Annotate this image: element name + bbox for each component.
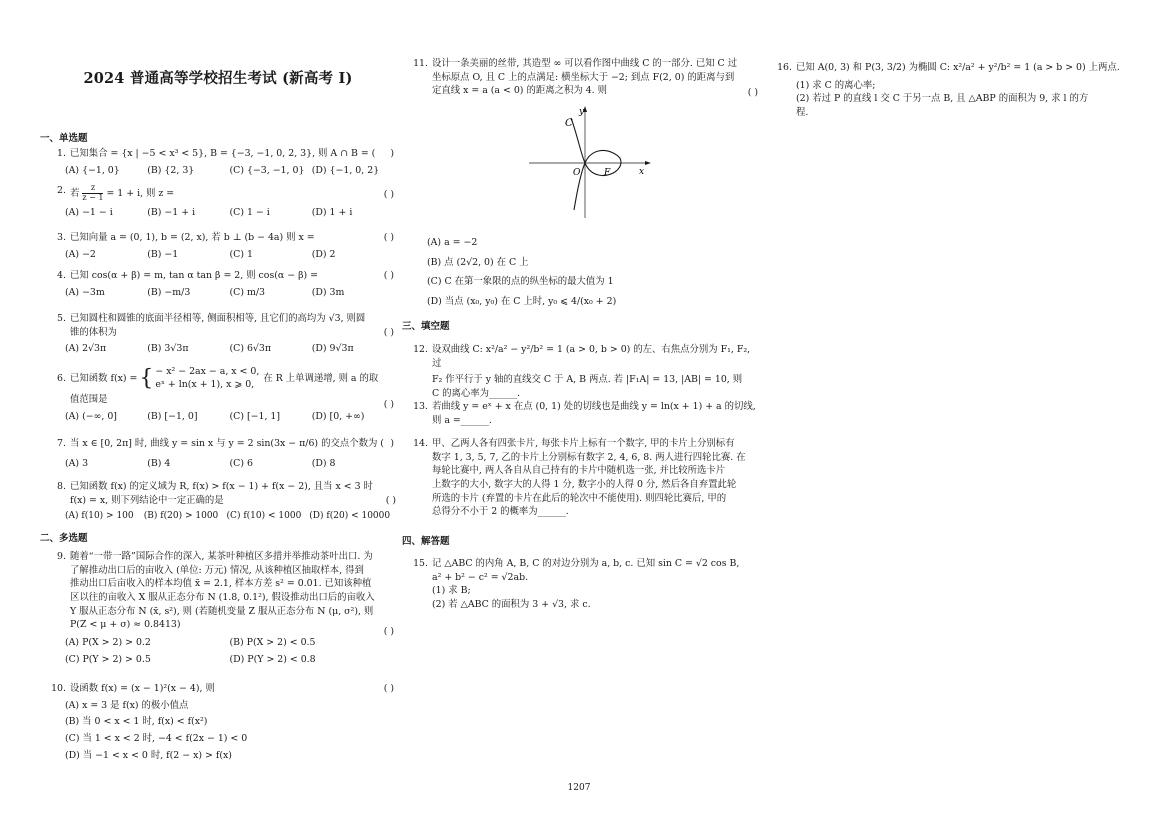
question-text-pre: 若 — [70, 187, 80, 199]
answer-paren: ( ) — [383, 626, 394, 637]
question-number: 15. — [413, 558, 428, 569]
option-c: (C) {−3, −1, 0} — [229, 164, 305, 176]
question-part-1: (1) 求 C 的离心率; — [796, 79, 876, 91]
question-number: 9. — [57, 551, 66, 562]
question-text: 已知 cos(α + β) = m, tan α tan β = 2, 则 cos(α − β) = — [70, 270, 318, 281]
option-b: (B) 3√3π — [147, 343, 189, 355]
question-text: 设函数 f(x) = (x − 1)²(x − 4), 则 — [70, 683, 215, 694]
option-b: (B) −1 — [147, 248, 179, 260]
option-b: (B) −m/3 — [147, 286, 191, 298]
question-7 — [40, 437, 394, 470]
answer-paren: ) — [390, 148, 394, 159]
question-text-cont: C 的离心率为______. — [432, 387, 521, 399]
option-a: (A) P(X > 2) > 0.2 — [65, 636, 151, 648]
question-text-cont: 值范围是 — [70, 394, 108, 406]
option-a: (A) −2 — [65, 248, 96, 260]
option-a: (A) 2√3π — [65, 343, 107, 355]
question-number: 12. — [413, 344, 428, 355]
option-d: (D) 当 −1 < x < 0 时, f(2 − x) > f(x) — [65, 749, 232, 761]
question-number: 13. — [413, 401, 428, 412]
question-text-cont: P(Z < μ + σ) ≈ 0.8413) — [70, 619, 181, 631]
question-text: 设计一条美丽的丝带, 其造型 ∞ 可以看作图中曲线 C 的一部分. 已知 C 过 — [432, 58, 738, 69]
question-text: 已知集合 = {x | −5 < x³ < 5}, B = {−3, −1, 0, 2, 3}, 则 A ∩ B = ( — [70, 148, 376, 159]
question-text-cont: 则 a =______. — [432, 414, 492, 426]
question-3 — [40, 231, 394, 261]
question-text: 随着“一带一路”国际合作的深入, 某茶叶种植区多措并举推动茶叶出口. 为 — [70, 551, 373, 562]
question-text-cont: a² + b² − c² = √2ab. — [432, 571, 529, 583]
question-15 — [402, 557, 758, 612]
option-a: (A) −3m — [65, 286, 105, 298]
option-d: (D) 8 — [311, 457, 336, 469]
question-13 — [402, 400, 758, 427]
section-fill-blank: 三、填空题 — [402, 321, 450, 332]
question-number: 7. — [57, 438, 66, 449]
brace-icon: { — [139, 365, 154, 391]
question-number: 4. — [57, 270, 66, 281]
option-b: (B) f(20) > 1000 — [143, 511, 219, 522]
option-c: (C) 1 — [229, 248, 253, 260]
option-a: (A) f(10) > 100 — [65, 511, 134, 522]
option-a: (A) x = 3 是 f(x) 的极小值点 — [65, 699, 189, 711]
option-a: (A) −1 − i — [65, 206, 113, 218]
question-14 — [402, 437, 758, 519]
question-text: 当 x ∈ [0, 2π] 时, 曲线 y = sin x 与 y = 2 sin(3x − π/6) 的交点个数为 ( — [70, 438, 384, 449]
option-d: (D) {−1, 0, 2} — [311, 164, 380, 176]
question-number: 5. — [57, 313, 66, 324]
option-a: (A) a = −2 — [427, 237, 478, 248]
option-c: (C) 1 − i — [229, 206, 270, 218]
question-text-cont: 数字 1, 3, 5, 7, 乙的卡片上分别标有数字 2, 4, 6, 8. 两人进行四轮比赛. 在 — [432, 451, 746, 463]
question-2 — [40, 184, 394, 219]
option-c: (C) 当 1 < x < 2 时, −4 < f(2x − 1) < 0 — [65, 732, 248, 744]
option-b: (B) P(X > 2) < 0.5 — [229, 636, 316, 648]
answer-paren: ) — [390, 438, 394, 449]
option-a: (A) {−1, 0} — [65, 164, 120, 176]
option-d: (D) 3m — [311, 286, 345, 298]
question-8 — [40, 480, 396, 523]
option-b: (B) −1 + i — [147, 206, 196, 218]
answer-paren: ( ) — [747, 87, 758, 98]
question-text-cont: 锥的体积为 — [70, 326, 117, 338]
question-1 — [40, 147, 394, 177]
question-number: 1. — [57, 148, 66, 159]
question-number: 14. — [413, 438, 428, 449]
curve-graph — [525, 104, 655, 222]
answer-paren: ( ) — [383, 270, 394, 281]
question-text-cont: 定直线 x = a (a < 0) 的距离之积为 4. 则 — [432, 85, 607, 97]
question-text-cont: F₂ 作平行于 y 轴的直线交 C 于 A, B 两点. 若 |F₁A| = 13, |AB| = 10, 则 — [432, 374, 743, 386]
question-5 — [40, 312, 394, 356]
option-d: (D) 9√3π — [311, 343, 354, 355]
option-c: (C) 6√3π — [229, 343, 272, 355]
question-text-cont: 程. — [796, 106, 809, 118]
option-c: (C) [−1, 1] — [229, 411, 281, 422]
question-4 — [40, 269, 394, 299]
y-axis-label: y — [579, 107, 585, 117]
option-c: (C) f(10) < 1000 — [226, 511, 302, 522]
answer-paren: ( ) — [385, 495, 396, 506]
question-number: 11. — [413, 58, 428, 69]
origin-label: O — [573, 168, 581, 178]
focus-label: F — [604, 168, 611, 178]
question-text-cont: 每轮比赛中, 两人各自从自己持有的卡片中随机选一张, 并比较所选卡片 — [432, 465, 726, 477]
question-number: 6. — [57, 372, 66, 384]
option-d: (D) [0, +∞) — [311, 411, 365, 422]
question-number: 8. — [57, 481, 66, 492]
option-c: (C) C 在第一象限的点的纵坐标的最大值为 1 — [427, 276, 614, 288]
question-text-cont: 了解推动出口后的亩收入 (单位: 万元) 情况, 从该种植区抽取样本, 得到 — [70, 564, 364, 576]
curve-c — [571, 118, 621, 210]
section-single-choice: 一、单选题 — [40, 133, 88, 144]
question-text-post: 在 R 上单调递增, 则 a 的取 — [263, 372, 379, 384]
question-text-cont: 所选的卡片 (弃置的卡片在此后的轮次中不能使用). 则四轮比赛后, 甲的 — [432, 492, 727, 504]
question-11 — [402, 57, 758, 98]
option-c: (C) P(Y > 2) > 0.5 — [65, 654, 151, 666]
answer-paren: ( ) — [383, 189, 394, 200]
question-part-2: (2) 若过 P 的直线 l 交 C 于另一点 B, 且 △ABP 的面积为 9, 求 l 的方 — [796, 93, 1089, 105]
question-number: 2. — [57, 185, 66, 196]
option-b: (B) 4 — [147, 457, 171, 469]
answer-paren: ( ) — [383, 232, 394, 243]
question-text-cont: f(x) = x, 则下列结论中一定正确的是 — [70, 494, 224, 506]
question-text: 已知函数 f(x) 的定义域为 R, f(x) > f(x − 1) + f(x − 2), 且当 x < 3 时 — [70, 481, 373, 492]
question-number: 16. — [777, 62, 792, 73]
question-part-1: (1) 求 B; — [432, 585, 471, 597]
option-b: (B) 点 (2√2, 0) 在 C 上 — [427, 256, 529, 268]
question-text: 若曲线 y = eˣ + x 在点 (0, 1) 处的切线也是曲线 y = ln(x + 1) + a 的切线, — [432, 401, 756, 412]
question-text: 甲、乙两人各有四张卡片, 每张卡片上标有一个数字, 甲的卡片上分别标有 — [432, 438, 735, 449]
question-12 — [402, 343, 758, 401]
question-11-options — [402, 233, 758, 309]
question-text-cont: Y 服从正态分布 N (x̄, s²), 则 (若随机变量 Z 服从正态分布 N (μ, σ²), 则 — [70, 605, 374, 617]
x-axis-label: x — [639, 167, 645, 177]
option-c: (C) 6 — [229, 457, 253, 469]
option-b: (B) {2, 3} — [147, 164, 195, 176]
question-text-cont: 区以往的亩收入 X 服从正态分布 N (1.8, 0.1²), 假设推动出口后的亩收入 — [70, 591, 375, 603]
answer-paren: ( ) — [383, 399, 394, 410]
option-d: (D) 当点 (x₀, y₀) 在 C 上时, y₀ ⩽ 4/(x₀ + 2) — [427, 295, 617, 307]
section-multiple-choice: 二、多选题 — [40, 533, 88, 544]
fraction: $\frac{z}{z - 1}$ — [82, 183, 104, 202]
question-text: 已知向量 a = (0, 1), b = (2, x), 若 b ⊥ (b − 4a) 则 x = — [70, 232, 315, 243]
question-text-cont: 总得分不小于 2 的概率为______. — [432, 506, 569, 518]
question-number: 10. — [51, 683, 66, 694]
question-text-cont: 推动出口后亩收入的样本均值 x̄ = 2.1, 样本方差 s² = 0.01. 已知该种植 — [70, 578, 372, 590]
answer-paren: ( ) — [383, 683, 394, 694]
option-d: (D) 2 — [311, 248, 336, 260]
question-text-cont: 上数字的大小, 数字大的人得 1 分, 数字小的人得 0 分, 然后各自弃置此轮 — [432, 478, 737, 490]
question-part-2: (2) 若 △ABC 的面积为 3 + √3, 求 c. — [432, 598, 591, 610]
question-9 — [40, 550, 394, 667]
option-d: (D) f(20) < 10000 — [309, 511, 391, 522]
option-b: (B) 当 0 < x < 1 时, f(x) < f(x²) — [65, 716, 208, 728]
question-16 — [766, 61, 1122, 120]
exam-title: 2024 普通高等学校招生考试 (新高考 I) — [83, 70, 353, 87]
x-axis-arrow-icon — [645, 161, 651, 165]
section-problems: 四、解答题 — [402, 536, 450, 547]
piecewise-case-1: − x² − 2ax − a, x < 0, — [155, 366, 260, 377]
option-a: (A) 3 — [65, 457, 89, 469]
piecewise-case-2: eˣ + ln(x + 1), x ⩾ 0, — [155, 378, 255, 390]
option-d: (D) 1 + i — [311, 206, 353, 218]
question-text: 已知圆柱和圆锥的底面半径相等, 侧面积相等, 且它们的高均为 √3, 则圆 — [70, 313, 366, 324]
question-6 — [40, 366, 394, 424]
question-text: 记 △ABC 的内角 A, B, C 的对边分别为 a, b, c. 已知 sin C = √2 cos B, — [432, 558, 740, 569]
option-d: (D) P(Y > 2) < 0.8 — [229, 654, 316, 666]
option-a: (A) (−∞, 0] — [65, 411, 117, 422]
question-number: 3. — [57, 232, 66, 243]
question-text: 已知 A(0, 3) 和 P(3, 3/2) 为椭圆 C: x²/a² + y²/b² = 1 (a > b > 0) 上两点. — [796, 62, 1120, 73]
option-b: (B) [−1, 0] — [147, 411, 198, 422]
question-text-post: = 1 + i, 则 z = — [106, 187, 175, 199]
option-c: (C) m/3 — [229, 286, 265, 298]
page-number: 1207 — [567, 783, 591, 793]
curve-label: C — [565, 118, 573, 129]
question-text-cont: 坐标原点 O, 且 C 上的点满足: 横坐标大于 −2; 到点 F(2, 0) 的距离与到 — [432, 71, 735, 83]
question-text-pre: 已知函数 f(x) = — [70, 372, 138, 384]
question-text: 设双曲线 C: x²/a² − y²/b² = 1 (a > 0, b > 0) 的左、右焦点分别为 F₁, F₂, 过 — [432, 344, 751, 369]
question-10 — [40, 682, 394, 762]
answer-paren: ( ) — [383, 327, 394, 338]
